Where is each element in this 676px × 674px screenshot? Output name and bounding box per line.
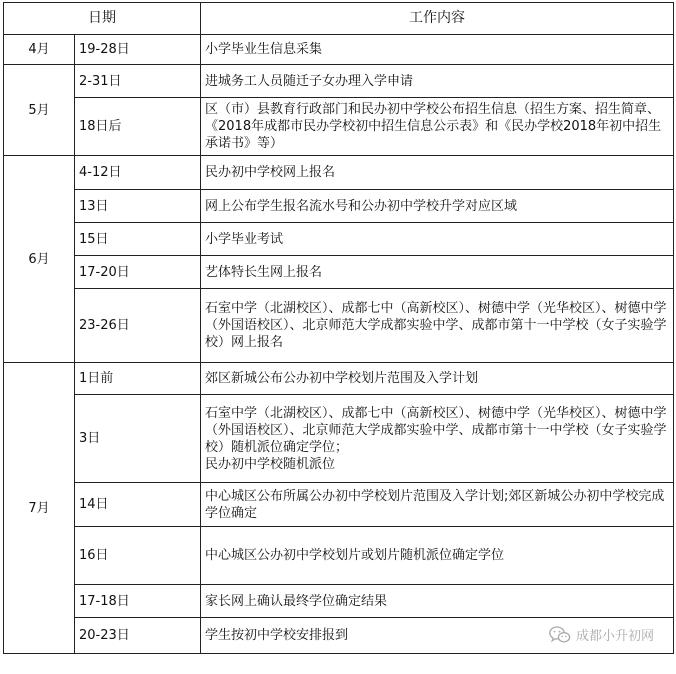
- day-cell: 23-26日: [75, 289, 201, 363]
- month-cell: 5月: [4, 65, 75, 156]
- day-cell: 2-31日: [75, 65, 201, 98]
- table-row: [4, 98, 674, 156]
- day-cell: 15日: [75, 223, 201, 256]
- content-cell: [201, 527, 674, 585]
- day-cell: 1日前: [75, 363, 201, 395]
- content-cell: [201, 223, 674, 256]
- table-row: [4, 527, 674, 585]
- table-row: [4, 65, 674, 98]
- header-date: 日期: [4, 3, 201, 35]
- content-line: 小学毕业考试: [205, 231, 284, 247]
- month-cell: 4月: [4, 35, 75, 65]
- content-line: 中心城区公办初中学校划片或划片随机派位确定学位: [205, 548, 505, 563]
- content-cell: [201, 156, 674, 190]
- content-line: 区（市）县教育行政部门和民办初中学校公布招生信息（招生方案、招生简章、《2018年成都市民办学校初中招生信息公示表》和《民办学校2018年初中招生承诺书》等）: [205, 102, 662, 151]
- content-line: 艺体特长生网上报名: [205, 264, 323, 280]
- content-line: 石室中学（北湖校区）、成都七中（高新校区）、树德中学（光华校区）、树德中学（外国语校区）、北京师范大学成都实验中学、成都市第十一中学校（女子实验学校）随机派位确定学位；: [205, 405, 667, 455]
- content-line: 石室中学（北湖校区）、成都七中（高新校区）、树德中学（光华校区）、树德中学（外国语校区）、北京师范大学成都实验中学、成都市第十一中学校（女子实验学校）网上报名: [205, 301, 667, 350]
- table-row: [4, 190, 674, 223]
- table-row: [4, 585, 674, 618]
- day-cell: 19-28日: [75, 35, 201, 65]
- watermark: [549, 625, 654, 644]
- day-cell: 4-12日: [75, 156, 201, 190]
- day-cell: 17-20日: [75, 256, 201, 289]
- day-cell: 3日: [75, 395, 201, 483]
- content-cell: [201, 35, 674, 65]
- day-cell: 18日后: [75, 98, 201, 156]
- watermark-text: 成都小升初网: [575, 629, 654, 644]
- table-row: [4, 483, 674, 527]
- header-row: [4, 3, 674, 35]
- table-row: [4, 35, 674, 65]
- day-cell: 14日: [75, 483, 201, 527]
- table-row: [4, 289, 674, 363]
- wechat-icon: [549, 626, 571, 644]
- month-cell: 7月: [4, 363, 75, 654]
- day-cell: 13日: [75, 190, 201, 223]
- day-cell: 20-23日: [75, 618, 201, 654]
- content-cell: [201, 289, 674, 363]
- table-row: [4, 223, 674, 256]
- content-cell: [201, 256, 674, 289]
- day-cell: 16日: [75, 527, 201, 585]
- content-line: 小学毕业生信息采集: [205, 42, 323, 57]
- content-line: 网上公布学生报名流水号和公办初中学校升学对应区域: [205, 198, 518, 214]
- content-line: 民办初中学校随机派位: [205, 456, 336, 472]
- content-line: 中心城区公布所属公办初中学校划片范围及入学计划;郊区新城公办初中学校完成学位确定: [205, 488, 665, 521]
- content-cell: [201, 98, 674, 156]
- header-content: 工作内容: [201, 3, 674, 35]
- content-cell: [201, 65, 674, 98]
- content-line: 进城务工人员随迁子女办理入学申请: [205, 73, 414, 89]
- content-cell: [201, 395, 674, 483]
- content-cell: [201, 483, 674, 527]
- table-row: [4, 156, 674, 190]
- content-line: 家长网上确认最终学位确定结果: [205, 593, 388, 609]
- content-line: 民办初中学校网上报名: [205, 165, 336, 180]
- table-row: [4, 395, 674, 483]
- schedule-table: [3, 2, 674, 654]
- table-row: [4, 256, 674, 289]
- content-cell: [201, 363, 674, 395]
- schedule-body: [4, 35, 674, 654]
- content-cell: [201, 190, 674, 223]
- content-line: 郊区新城公布公办初中学校划片范围及入学计划: [205, 371, 479, 386]
- day-cell: 17-18日: [75, 585, 201, 618]
- month-cell: 6月: [4, 156, 75, 363]
- table-row: [4, 363, 674, 395]
- content-cell: [201, 585, 674, 618]
- content-line: 学生按初中学校安排报到: [205, 628, 349, 643]
